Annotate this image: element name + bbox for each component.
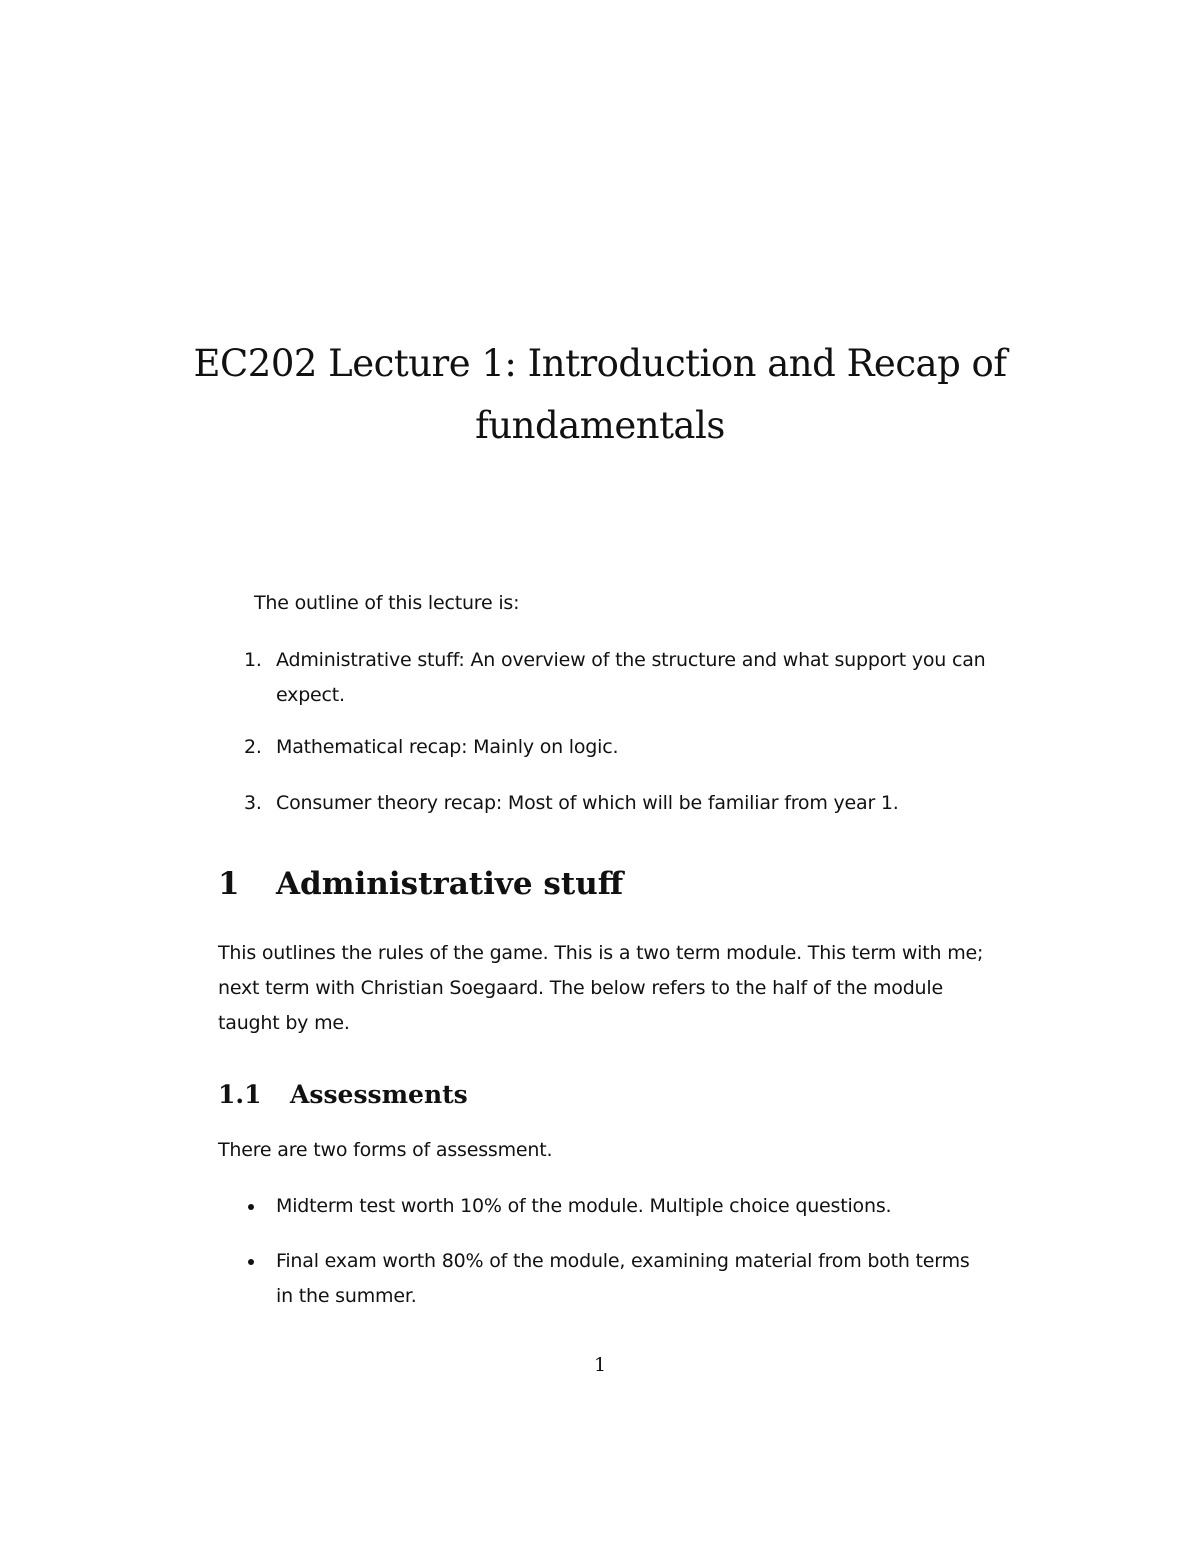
section-paragraph: This outlines the rules of the game. This is a two term module. This term with me; next term with Christian Soegaard. The below refers to the half of the module taught by me. — [218, 942, 984, 1034]
outline-item-number: 2. — [244, 736, 262, 758]
subsection-paragraph: There are two forms of assessment. — [218, 1139, 553, 1161]
subsection-heading: Assessments — [290, 1080, 468, 1109]
bullet-dot-icon — [248, 1259, 254, 1265]
bullet-text: Midterm test worth 10% of the module. Multiple choice questions. — [276, 1195, 892, 1217]
subsection-number: 1.1 — [218, 1080, 262, 1109]
outline-item-number: 1. — [244, 649, 262, 671]
page-number: 1 — [593, 1354, 607, 1376]
outline-item-number: 3. — [244, 792, 262, 814]
outline-item-text: Administrative stuff: An overview of the structure and what support you can expect. — [276, 649, 986, 706]
bullet-dot-icon — [248, 1204, 254, 1210]
bullet-text: Final exam worth 80% of the module, examining material from both terms in the summer. — [276, 1250, 970, 1307]
outline-item-text: Mathematical recap: Mainly on logic. — [276, 736, 619, 758]
outline-item-text: Consumer theory recap: Most of which will be familiar from year 1. — [276, 792, 899, 814]
section-number: 1 — [218, 866, 240, 902]
section-heading: Administrative stuff — [276, 866, 624, 902]
document-title: EC202 Lecture 1: Introduction and Recap of fundamentals — [193, 342, 1007, 447]
outline-intro: The outline of this lecture is: — [254, 592, 520, 614]
